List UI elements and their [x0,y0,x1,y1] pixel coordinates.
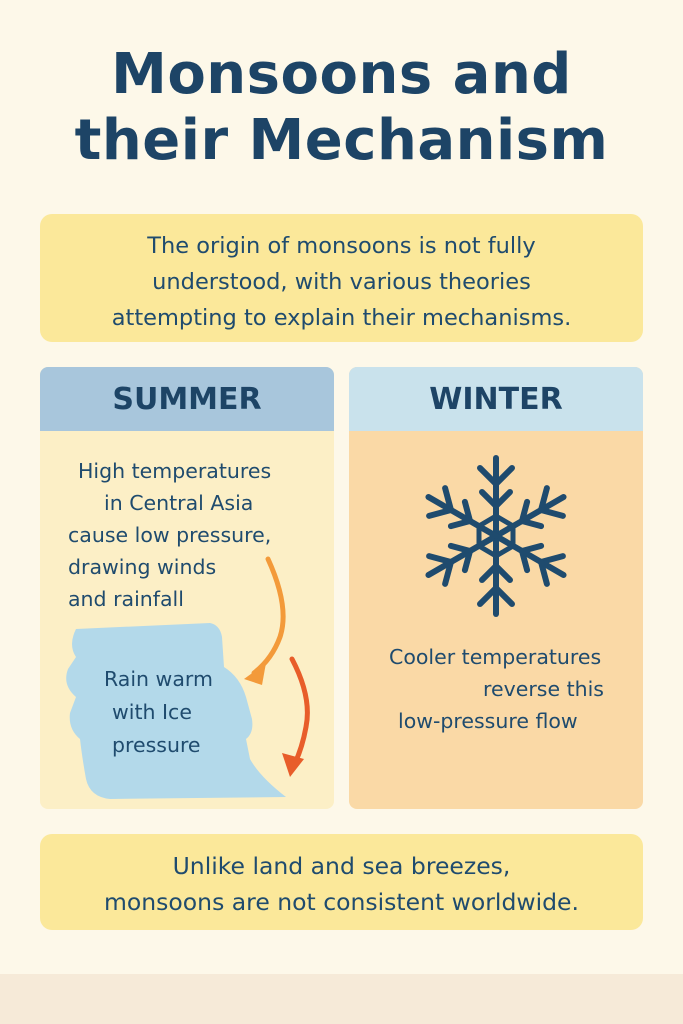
intro-line-1: The origin of monsoons is not fully [147,233,536,259]
title-line-2: their Mechanism [74,108,609,173]
summer-line-4: drawing winds [68,555,217,579]
summer-heading: SUMMER [40,367,334,431]
wind-arrow-icon [292,659,307,765]
snowflake-icon [421,453,571,619]
land-label-line-2: with Ice [112,700,192,724]
summer-panel [40,367,334,809]
land-label-line-3: pressure [112,733,201,757]
summer-line-5: and rainfall [68,587,184,611]
footer-band [0,974,683,1024]
winter-heading: WINTER [349,367,643,431]
intro-line-2: understood, with various theories [152,269,531,295]
outro-line-1: Unlike land and sea breezes, [172,852,511,880]
outro-callout [40,834,643,930]
winter-line-1: Cooler temperatures [389,645,602,669]
summer-line-2: in Central Asia [104,491,254,515]
summer-line-1: High temperatures [78,459,272,483]
summer-description [62,455,326,615]
land-label [104,663,244,762]
wind-arrow-head-1 [244,663,266,685]
winter-line-2: reverse this [483,677,604,701]
winter-line-3: low-pressure flow [398,709,578,733]
summer-line-3: cause low pressure, [68,523,272,547]
winter-panel [349,367,643,809]
page-title [0,42,683,174]
land-label-line-1: Rain warm [104,667,213,691]
wind-arrow-head-2 [282,753,304,777]
title-line-1: Monsoons and [111,42,572,107]
intro-callout [40,214,643,342]
winter-description [349,641,643,737]
outro-line-2: monsoons are not consistent worldwide. [104,888,579,916]
intro-line-3: attempting to explain their mechanisms. [111,305,572,331]
